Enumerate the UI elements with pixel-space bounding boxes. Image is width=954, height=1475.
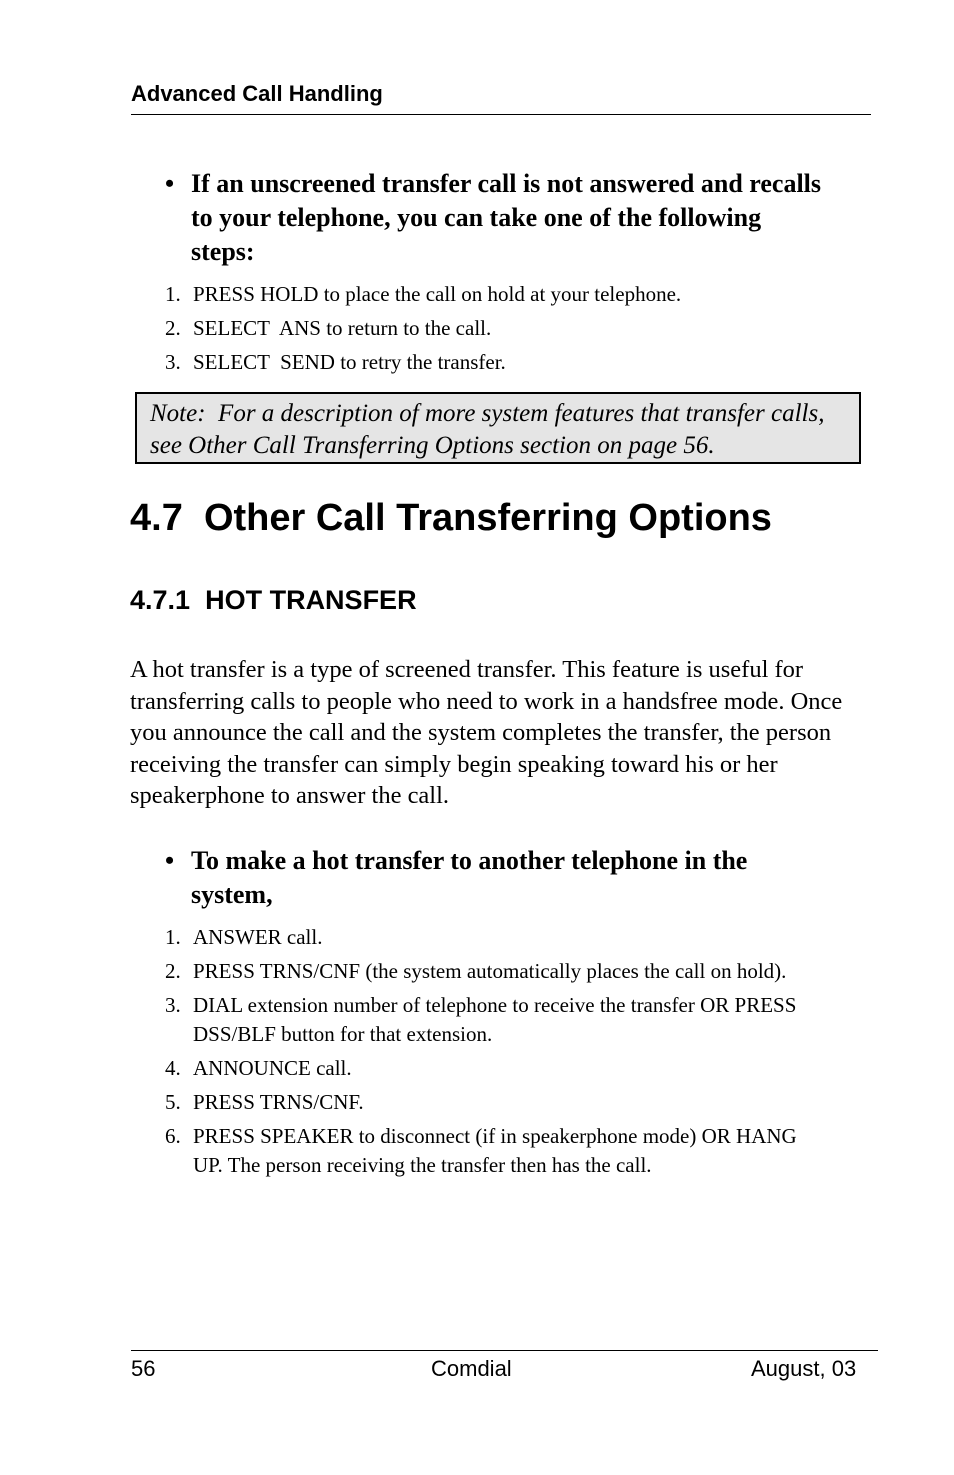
bullet-symbol: • [165, 846, 175, 875]
step-text: ANSWER call. [193, 925, 323, 949]
subsection-title: HOT TRANSFER [205, 585, 417, 615]
step-number: 3. [165, 993, 181, 1017]
step-number: 2. [165, 959, 181, 983]
step-number: 5. [165, 1090, 181, 1114]
step-text: SELECT ANS to return to the call. [193, 316, 492, 340]
hot-transfer-steps [165, 923, 830, 1180]
section-heading [130, 497, 772, 540]
step-text: ANNOUNCE call. [193, 1056, 352, 1080]
step-number: 2. [165, 316, 181, 340]
list-item [165, 1122, 830, 1180]
note-box [135, 392, 861, 464]
section-number: 4.7 [130, 497, 183, 539]
running-header: Advanced Call Handling [131, 81, 383, 106]
footer-date: August, 03 [751, 1356, 857, 1381]
step-text: DIAL extension number of telephone to receive the transfer OR PRESS DSS/BLF button for that extension. [193, 993, 797, 1046]
list-item [165, 314, 865, 343]
step-text: PRESS HOLD to place the call on hold at your telephone. [193, 282, 682, 306]
step-text: PRESS TRNS/CNF (the system automatically places the call on hold). [193, 959, 787, 983]
subsection-heading [130, 585, 417, 616]
footer-rule [131, 1350, 878, 1351]
list-item [165, 348, 865, 377]
subsection-number: 4.7.1 [130, 585, 191, 615]
unscreened-recall-steps [165, 280, 865, 377]
hot-transfer-heading: To make a hot transfer to another telephone in the system, [191, 846, 748, 909]
step-number: 1. [165, 282, 181, 306]
step-text: PRESS TRNS/CNF. [193, 1090, 364, 1114]
step-number: 4. [165, 1056, 181, 1080]
intro-paragraph: A hot transfer is a type of screened transfer. This feature is useful for transferring calls to people who need to work in a handsfree mode. Once you announce the call and the system completes the transfer, the person receiving the transfer can simply begin speaking toward his or her speakerphone to answer the call. [130, 656, 843, 809]
section-title: Other Call Transferring Options [203, 497, 772, 539]
list-item [165, 957, 830, 986]
list-item [165, 1088, 830, 1117]
hot-transfer-bullet [165, 844, 825, 912]
step-number: 6. [165, 1124, 181, 1148]
unscreened-recall-heading: If an unscreened transfer call is not answered and recalls to your telephone, you can take one of the following steps: [191, 169, 822, 266]
page-number: 56 [131, 1356, 156, 1381]
step-text: PRESS SPEAKER to disconnect (if in speakerphone mode) OR HANG UP. The person receiving the transfer then has the call. [193, 1124, 797, 1177]
note-text: Note: For a description of more system features that transfer calls, see Other Call Transferring Options section on page 56. [150, 400, 831, 459]
footer-company: Comdial [431, 1356, 512, 1381]
step-text: SELECT SEND to retry the transfer. [193, 350, 506, 374]
list-item [165, 923, 830, 952]
header-rule [131, 114, 871, 115]
bullet-symbol: • [165, 169, 175, 198]
unscreened-recall-bullet [165, 167, 825, 269]
step-number: 1. [165, 925, 181, 949]
list-item [165, 991, 830, 1049]
list-item [165, 280, 865, 309]
step-number: 3. [165, 350, 181, 374]
list-item [165, 1054, 830, 1083]
